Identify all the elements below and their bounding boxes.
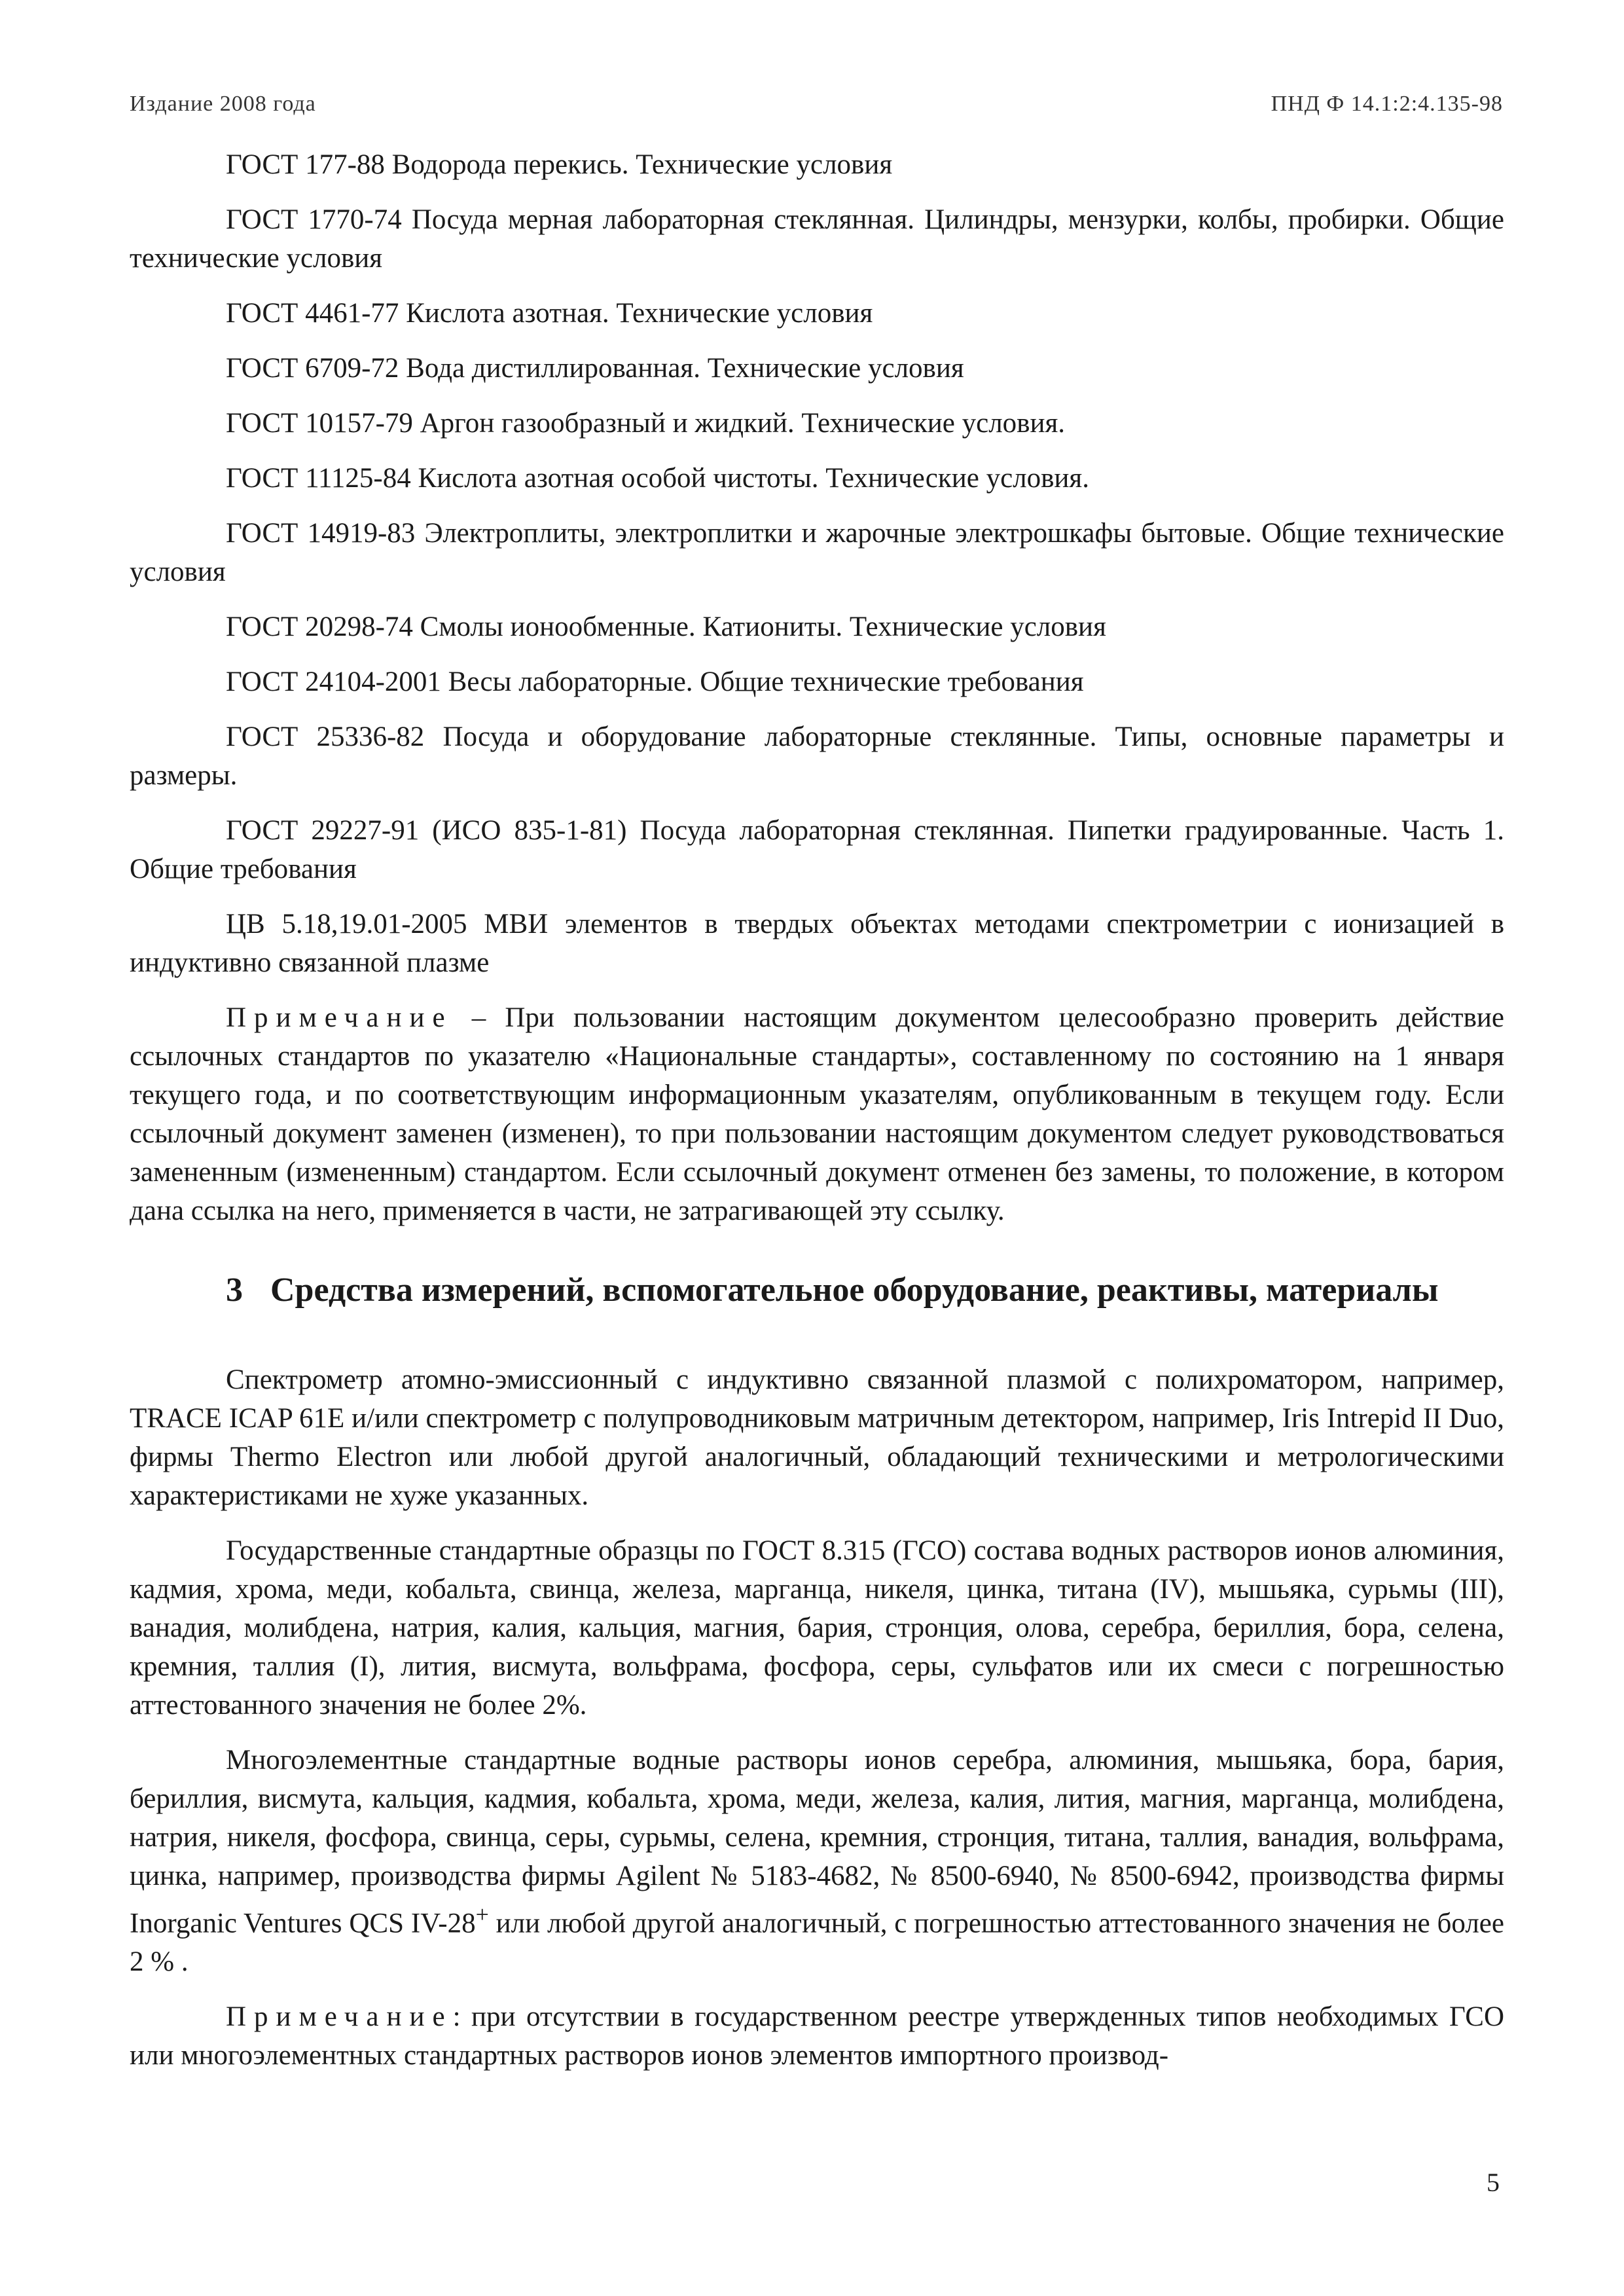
- note-text: – При пользовании настоящим документом целесообразно проверить действие ссылочных стандартов по указателю «Национальные стандарты», составленному по состоянию на 1 января текущего года, и по соответствующим информационным указателям, опубликованным в текущем году. Если ссылочный документ заменен (изменен), то при пользовании настоящим документом следует руководствоваться замененным (измененным) стандартом. Если ссылочный документ отменен без замены, то положение, в котором дана ссылка на него, применяется в части, не затрагивающей эту ссылку.: [130, 1002, 1504, 1226]
- reference-cv-5-18: ЦВ 5.18,19.01-2005 МВИ элементов в твердых объектах методами спектрометрии с ионизацией в индуктивно связанной плазме: [130, 909, 1504, 978]
- edition-header: Издание 2008 года: [130, 92, 316, 116]
- note-absence: [130, 1997, 1504, 2075]
- reference-gost-29227: ГОСТ 29227-91 (ИСО 835-1-81) Посуда лабораторная стеклянная. Пипетки градуированные. Часть 1. Общие требования: [130, 815, 1504, 884]
- reference-gost-25336: ГОСТ 25336-82 Посуда и оборудование лабораторные стеклянные. Типы, основные параметры и размеры.: [130, 721, 1504, 791]
- section-number: 3: [226, 1271, 243, 1309]
- paragraph-spectrometer: Спектрометр атомно-эмиссионный с индуктивно связанной плазмой с полихроматором, например, TRACE ICAP 61E и/или спектрометр с полупроводниковым матричным детектором, например, Iris Intrepid II Duo, фирмы Thermo Electron или любой другой аналогичный, обладающий техническими и метрологическими характеристиками не хуже указанных.: [130, 1364, 1504, 1511]
- superscript-plus: +: [475, 1901, 489, 1927]
- reference-gost-4461: ГОСТ 4461-77 Кислота азотная. Технические условия: [226, 298, 873, 329]
- page-number: 5: [1487, 2168, 1500, 2197]
- paragraph-multielement-solutions: Многоэлементные стандартные водные растворы ионов серебра, алюминия, мышьяка, бора, бария, бериллия, висмута, кальция, кадмия, кобальта, хрома, меди, железа, калия, лития, магния, марганца, молибдена, натрия, никеля, фосфора, свинца, серы, сурьмы, селена, кремния, стронция, титана, таллия, ванадия, вольфрама, цинка, например, производства фирмы Agilent № 5183-4682, № 8500-6940, № 8500-6942, производства фирмы Inorganic Ventures QCS IV-28+ или любой другой аналогичный, с погрешностью аттестованного значения не более 2 % .: [130, 1745, 1504, 1978]
- reference-gost-11125: ГОСТ 11125-84 Кислота азотная особой чистоты. Технические условия.: [226, 463, 1089, 494]
- note-references: [130, 998, 1504, 1230]
- section-heading: [130, 1269, 1504, 1311]
- document-code-header: ПНД Ф 14.1:2:4.135-98: [1271, 92, 1503, 116]
- note-label: Примечание: [226, 1002, 453, 1033]
- document-body: [130, 145, 1504, 2091]
- note-text: : при отсутствии в государственном реестре утвержденных типов необходимых ГСО или многоэлементных стандартных растворов ионов элементов импортного производ-: [130, 2001, 1504, 2071]
- section-title: Средства измерений, вспомогательное оборудование, реактивы, материалы: [270, 1271, 1439, 1309]
- reference-gost-14919: ГОСТ 14919-83 Электроплиты, электроплитки и жарочные электрошкафы бытовые. Общие технические условия: [130, 518, 1504, 587]
- reference-gost-24104: ГОСТ 24104-2001 Весы лабораторные. Общие технические требования: [226, 666, 1084, 697]
- reference-gost-6709: ГОСТ 6709-72 Вода дистиллированная. Технические условия: [226, 353, 964, 384]
- reference-gost-10157: ГОСТ 10157-79 Аргон газообразный и жидкий. Технические условия.: [226, 408, 1066, 439]
- reference-gost-1770: ГОСТ 1770-74 Посуда мерная лабораторная стеклянная. Цилиндры, мензурки, колбы, пробирки. Общие технические условия: [130, 204, 1504, 274]
- paragraph-standard-samples: Государственные стандартные образцы по ГОСТ 8.315 (ГСО) состава водных растворов ионов алюминия, кадмия, хрома, меди, кобальта, свинца, железа, марганца, никеля, цинка, титана (IV), мышьяка, сурьмы (III), ванадия, молибдена, натрия, калия, кальция, магния, бария, стронция, олова, серебра, бериллия, бора, селена, кремния, таллия (I), лития, висмута, вольфрама, фосфора, серы, сульфатов или их смеси с погрешностью аттестованного значения не более 2%.: [130, 1535, 1504, 1721]
- reference-gost-20298: ГОСТ 20298-74 Смолы ионообменные. Катиониты. Технические условия: [226, 611, 1106, 642]
- reference-gost-177: ГОСТ 177-88 Водорода перекись. Технические условия: [226, 149, 893, 180]
- note-label: Примечание: [226, 2001, 453, 2033]
